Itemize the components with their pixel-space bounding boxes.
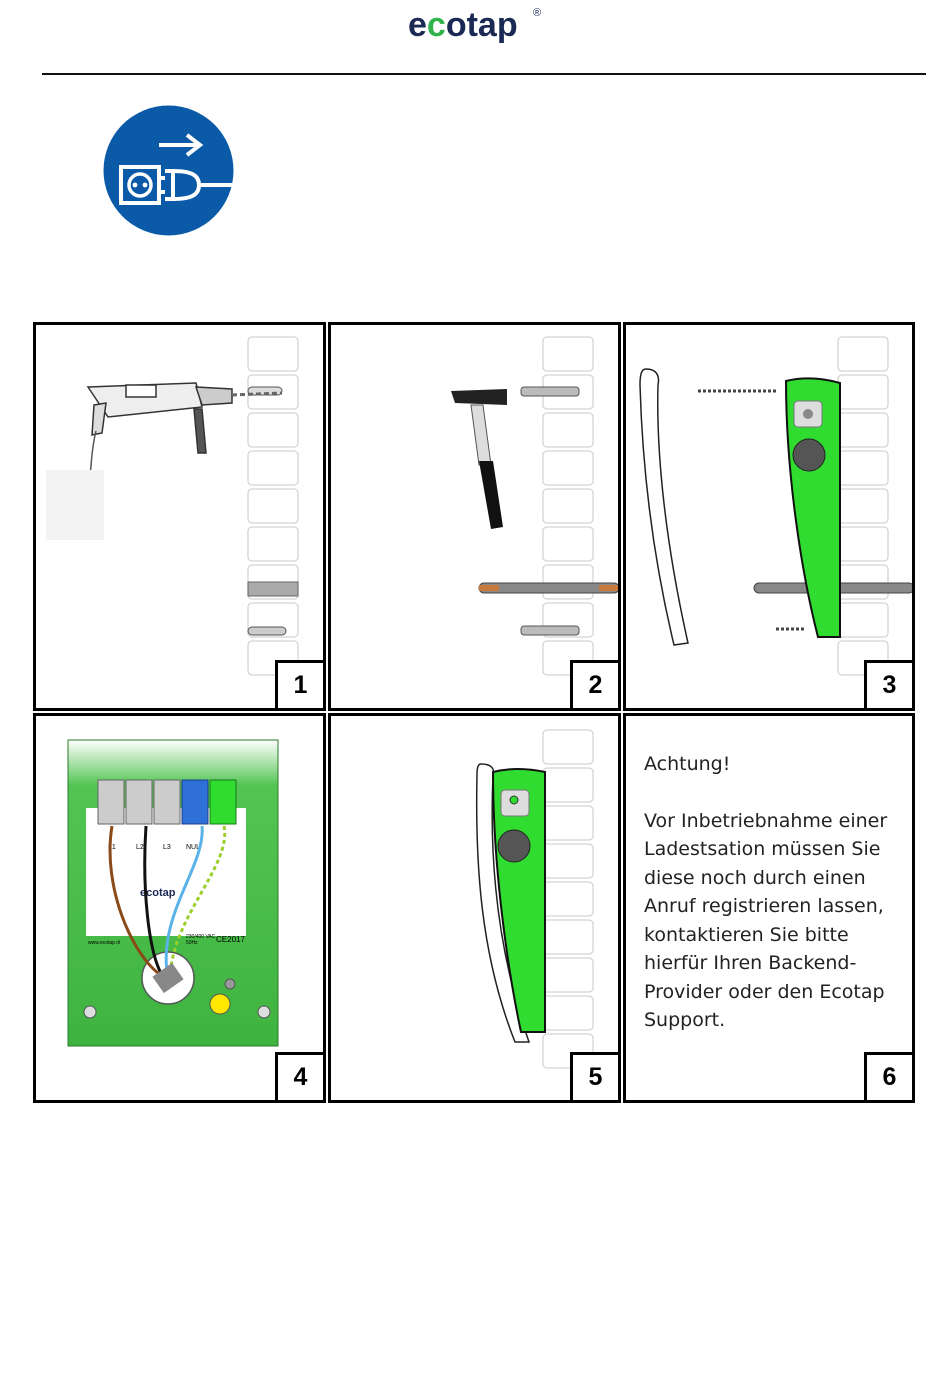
step-number-4: 4 (275, 1052, 326, 1103)
step-panel-4 (33, 713, 326, 1103)
terminal-label-l1: L1 (108, 844, 116, 851)
notice-body: Vor Inbetriebnahme einer Ladestsation müssen Sie diese noch durch einen Anruf registrieren lassen, kontaktieren Sie bitte hierfür Ihren Backend-Provider oder den Ecotap Support. (644, 809, 888, 1031)
logo-wordmark: ecotap (408, 6, 518, 44)
terminal-label-l2: L2 (136, 844, 144, 851)
registration-notice (644, 750, 904, 1035)
terminal-block (98, 780, 236, 824)
wiring-illustration (36, 716, 326, 1103)
ecotap-logo (408, 2, 548, 46)
step-number-5: 5 (570, 1052, 621, 1103)
label-frequency: 50Hz (186, 940, 198, 946)
disconnect-before-work-icon (103, 105, 234, 236)
terminal-label-l3: L3 (163, 844, 171, 851)
drilling-illustration (36, 325, 326, 711)
header-divider (42, 73, 926, 75)
label-rating: 230/400 VAC (186, 934, 216, 940)
step-panel-3 (623, 322, 915, 711)
cover-illustration (331, 716, 621, 1103)
step-panel-2 (328, 322, 621, 711)
label-ce-mark: CE2017 (216, 935, 245, 944)
step-number-2: 2 (570, 660, 621, 711)
step-panel-1 (33, 322, 326, 711)
step-number-1: 1 (275, 660, 326, 711)
notice-heading: Achtung! (644, 753, 731, 775)
wall-plug-illustration (331, 325, 621, 711)
step-panel-5 (328, 713, 621, 1103)
terminal-label-nul: NUL (186, 844, 201, 851)
step-number-6: 6 (864, 1052, 915, 1103)
logo-registered-mark: ® (533, 7, 542, 19)
step-panel-6 (623, 713, 915, 1103)
mount-station-illustration (626, 325, 915, 711)
step-number-3: 3 (864, 660, 915, 711)
label-brand: ecotap (140, 887, 176, 899)
label-website: www.ecotap.nl (88, 940, 121, 946)
